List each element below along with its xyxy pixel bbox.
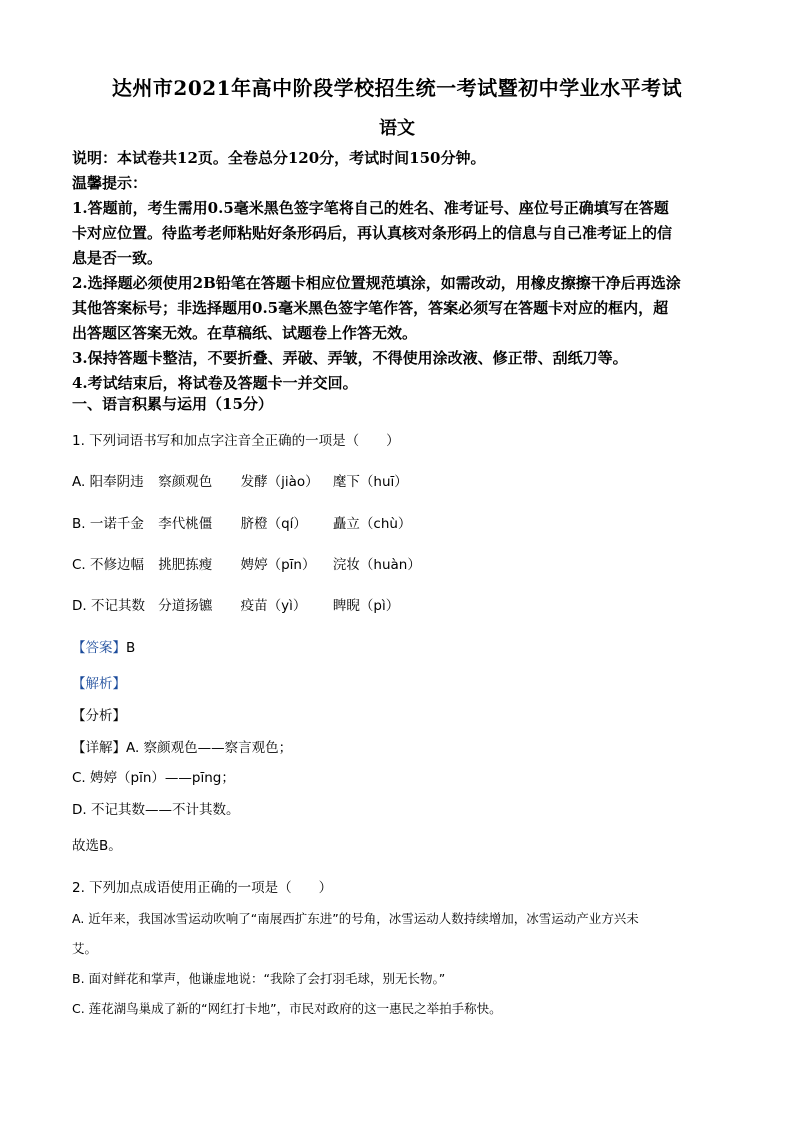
q1-option-d xyxy=(72,594,726,614)
option-word: 睥睨（pì） xyxy=(332,598,400,614)
exam-instructions xyxy=(72,146,726,396)
q2-option-line: B. 面对鲜花和掌声，他谦虚地说：“我除了会打羽毛球，别无长物。” xyxy=(72,971,446,986)
detail-text: A. 察颜观色——察言观色； xyxy=(126,740,293,756)
instruction-line: 4.考试结束后，将试卷及答题卡一并交回。 xyxy=(72,374,358,392)
instruction-line: 2.选择题必须使用2B铅笔在答题卡相应位置规范填涂，如需改动，用橡皮擦擦干净后再选涂 xyxy=(72,274,681,292)
option-word: D. 不记其数 xyxy=(72,598,145,614)
option-word: 脐橙（qí） xyxy=(240,516,307,532)
q1-option-c xyxy=(72,553,726,573)
q1-detail-line: D. 不记其数——不计其数。 xyxy=(72,802,240,818)
instruction-line: 说明：本试卷共12页。全卷总分120分，考试时间150分钟。 xyxy=(72,149,486,167)
q2-options xyxy=(72,904,726,1024)
option-word: B. 一诺千金 xyxy=(72,516,144,532)
instruction-line: 卡对应位置。待监考老师粘贴好条形码后，再认真核对条形码上的信息与自己准考证上的信 xyxy=(72,224,673,242)
option-word: A. 阳奉阴违 xyxy=(72,474,144,490)
analysis-tag: 【解析】 xyxy=(72,676,126,692)
option-word: C. 不修边幅 xyxy=(72,557,145,573)
question-2-stem: 2. 下列加点成语使用正确的一项是（ ） xyxy=(72,880,333,896)
instruction-line: 1.答题前，考生需用0.5毫米黑色签字笔将自己的姓名、准考证号、座位号正确填写在答题 xyxy=(72,199,669,217)
q1-detail-line: C. 娉婷（pīn）——pīng； xyxy=(72,770,235,786)
page-subtitle: 语文 xyxy=(379,118,415,139)
option-word: 李代桃僵 xyxy=(158,516,213,532)
detail-tag: 【详解】 xyxy=(72,740,126,756)
instruction-line: 3.保持答题卡整洁，不要折叠、弄破、弄皱，不得使用涂改液、修正带、刮纸刀等。 xyxy=(72,349,628,367)
option-word: 分道扬镳 xyxy=(158,598,213,614)
option-word: 察颜观色 xyxy=(158,474,213,490)
instruction-line: 温馨提示： xyxy=(72,174,148,192)
option-word: 矗立（chù） xyxy=(332,516,412,532)
q1-option-b xyxy=(72,512,726,532)
q1-analysis-tag xyxy=(72,672,726,692)
option-word: 浣妆（huàn） xyxy=(332,557,421,573)
q1-conclusion: 故选B。 xyxy=(72,838,122,854)
question-1-stem: 1. 下列词语书写和加点字注音全正确的一项是（ ） xyxy=(72,433,400,449)
q1-detail-line xyxy=(72,736,726,756)
option-word: 发酵（jiào） xyxy=(240,474,319,490)
instruction-line: 息是否一致。 xyxy=(72,249,163,267)
answer-tag: 【答案】 xyxy=(72,640,126,656)
page-title: 达州市2021年高中阶段学校招生统一考试暨初中学业水平考试 xyxy=(111,76,683,100)
option-word: 麾下（huī） xyxy=(332,474,408,490)
section-heading: 一、语言积累与运用（15分） xyxy=(72,395,273,413)
q1-option-a xyxy=(72,470,726,490)
fenxi-tag: 【分析】 xyxy=(72,708,126,724)
q1-answer xyxy=(72,636,726,656)
option-word: 挑肥拣瘦 xyxy=(158,557,213,573)
q2-option-line: A. 近年来，我国冰雪运动吹响了“南展西扩东进”的号角，冰雪运动人数持续增加，冰雪运动产业方兴未 xyxy=(72,911,639,926)
option-word: 疫苗（yì） xyxy=(240,598,307,614)
instruction-line: 出答题区答案无效。在草稿纸、试题卷上作答无效。 xyxy=(72,324,418,342)
q2-option-line: C. 莲花湖鸟巢成了新的“网红打卡地”，市民对政府的这一惠民之举拍手称快。 xyxy=(72,1001,502,1016)
instruction-line: 其他答案标号；非选择题用0.5毫米黑色签字笔作答，答案必须写在答题卡对应的框内，超 xyxy=(72,299,669,317)
option-word: 娉婷（pīn） xyxy=(240,557,316,573)
q1-fenxi-tag xyxy=(72,704,726,724)
q2-option-line: 艾。 xyxy=(72,941,98,956)
answer-value: B xyxy=(126,640,136,656)
